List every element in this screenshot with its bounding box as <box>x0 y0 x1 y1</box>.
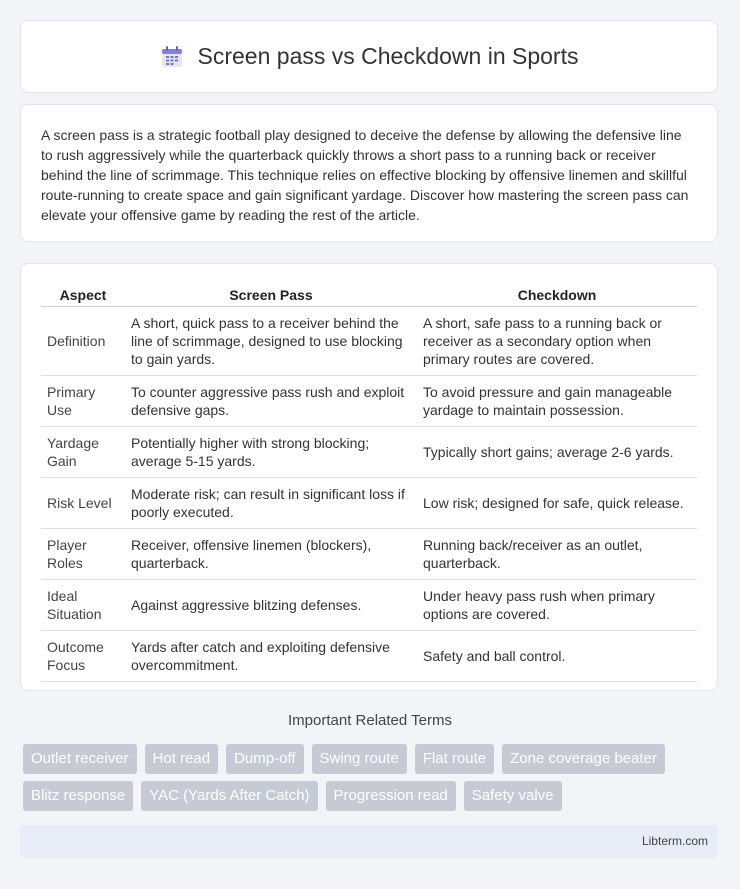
aspect-cell: Ideal Situation <box>41 580 125 631</box>
checkdown-cell: A short, safe pass to a running back or receiver as a secondary option when primary routes are covered. <box>417 307 697 376</box>
screen-pass-cell: Yards after catch and exploiting defensive overcommitment. <box>125 631 417 682</box>
table-header-row <box>41 282 697 307</box>
related-term-tag[interactable]: Outlet receiver <box>23 744 137 774</box>
checkdown-cell: Low risk; designed for safe, quick release. <box>417 478 697 529</box>
related-term-tag[interactable]: YAC (Yards After Catch) <box>141 781 317 811</box>
checkdown-cell: To avoid pressure and gain manageable yardage to maintain possession. <box>417 376 697 427</box>
footer <box>20 825 718 858</box>
screen-pass-cell: Receiver, offensive linemen (blockers), quarterback. <box>125 529 417 580</box>
aspect-cell: Player Roles <box>41 529 125 580</box>
footer-site-link[interactable]: Libterm.com <box>641 834 708 848</box>
related-term-tag[interactable]: Safety valve <box>464 781 562 811</box>
header-checkdown: Checkdown <box>417 282 697 307</box>
checkdown-cell: Safety and ball control. <box>417 631 697 682</box>
aspect-cell: Primary Use <box>41 376 125 427</box>
checkdown-cell: Typically short gains; average 2-6 yards. <box>417 427 697 478</box>
header-screen-pass: Screen Pass <box>125 282 417 307</box>
table-row <box>41 427 697 478</box>
related-term-tag[interactable]: Zone coverage beater <box>502 744 665 774</box>
related-term-tag[interactable]: Dump-off <box>226 744 303 774</box>
table-row <box>41 478 697 529</box>
aspect-cell: Risk Level <box>41 478 125 529</box>
table-row <box>41 631 697 682</box>
comparison-card <box>20 263 718 691</box>
aspect-cell: Yardage Gain <box>41 427 125 478</box>
screen-pass-cell: Potentially higher with strong blocking; average 5-15 yards. <box>125 427 417 478</box>
intro-text: A screen pass is a strategic football play designed to deceive the defense by allowing the defensive line to rush aggressively while the quarterback quickly throws a short pass to a running back or receiver behind the line of scrimmage. This technique relies on effective blocking by offensive linemen and skillful route-running to create space and gain significant yardage. Discover how mastering the screen pass can elevate your offensive game by reading the rest of the article. <box>41 127 689 223</box>
related-term-tag[interactable]: Progression read <box>326 781 456 811</box>
title-card <box>20 20 718 93</box>
checkdown-cell: Running back/receiver as an outlet, quarterback. <box>417 529 697 580</box>
related-terms-title: Important Related Terms <box>288 712 452 729</box>
aspect-cell: Outcome Focus <box>41 631 125 682</box>
page-title: Screen pass vs Checkdown in Sports <box>197 43 579 69</box>
table-row <box>41 376 697 427</box>
checkdown-cell: Under heavy pass rush when primary options are covered. <box>417 580 697 631</box>
screen-pass-cell: A short, quick pass to a receiver behind the line of scrimmage, designed to use blocking to gain yards. <box>125 307 417 376</box>
related-term-tag[interactable]: Blitz response <box>23 781 133 811</box>
table-row <box>41 529 697 580</box>
related-term-tag[interactable]: Flat route <box>415 744 494 774</box>
calendar-icon <box>160 45 184 69</box>
header-aspect: Aspect <box>41 282 125 307</box>
screen-pass-cell: Against aggressive blitzing defenses. <box>125 580 417 631</box>
table-row <box>41 580 697 631</box>
comparison-table <box>41 282 697 682</box>
screen-pass-cell: Moderate risk; can result in significant loss if poorly executed. <box>125 478 417 529</box>
aspect-cell: Definition <box>41 307 125 376</box>
table-row <box>41 307 697 376</box>
screen-pass-cell: To counter aggressive pass rush and exploit defensive gaps. <box>125 376 417 427</box>
related-term-tag[interactable]: Hot read <box>145 744 219 774</box>
related-terms-list <box>23 744 713 811</box>
related-term-tag[interactable]: Swing route <box>312 744 407 774</box>
intro-card <box>20 104 718 242</box>
